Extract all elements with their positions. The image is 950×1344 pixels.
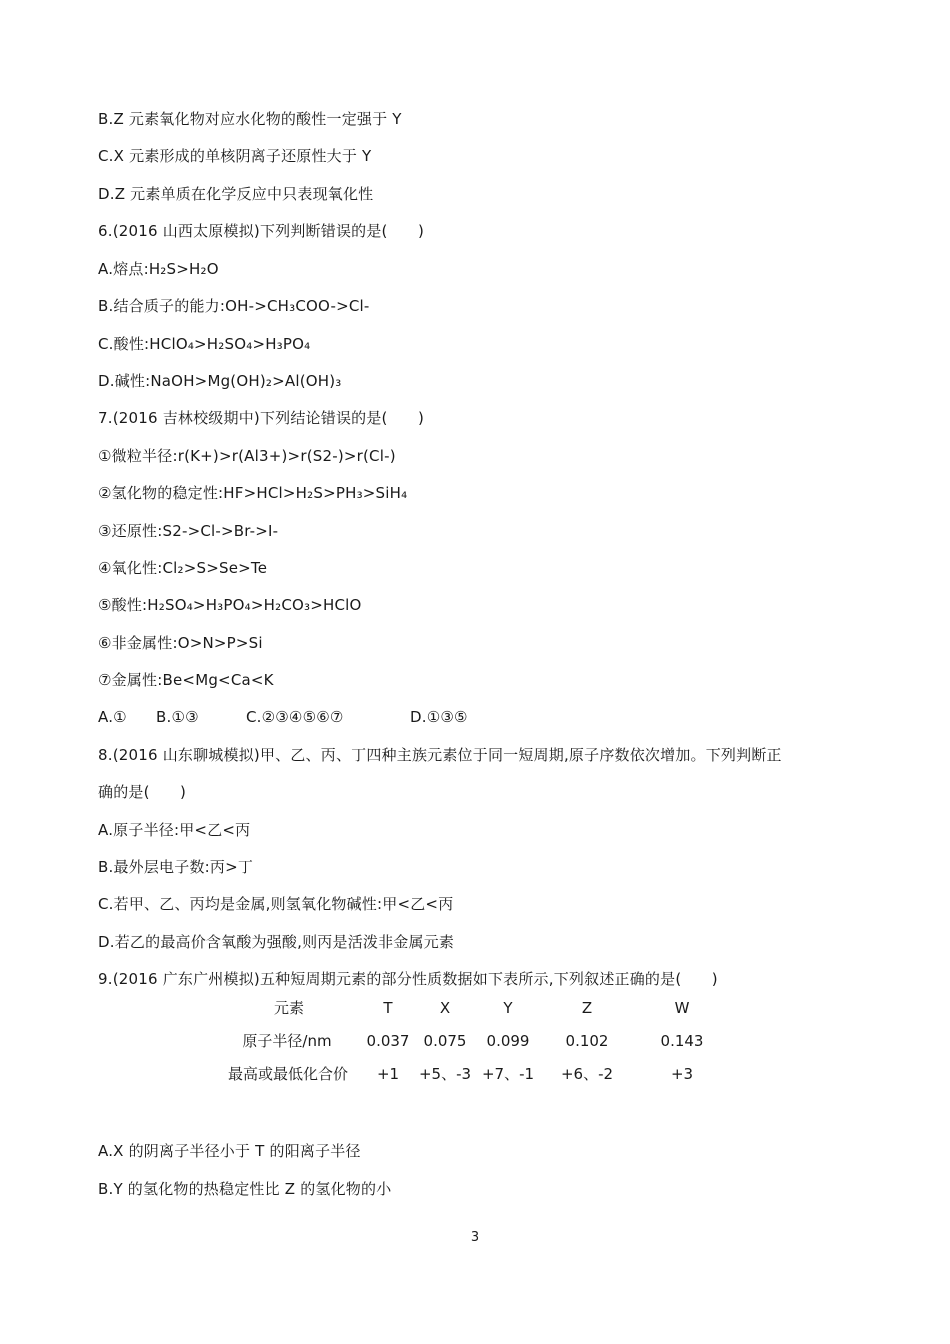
table-cell: 0.099 (486, 1032, 530, 1050)
table-cell: 0.037 (366, 1032, 410, 1050)
table-header-w: W (674, 999, 690, 1017)
q7-statement-1: ①微粒半径:r(K+)>r(Al3+)>r(S2-)>r(Cl-) (98, 447, 396, 465)
table-header-t: T (383, 999, 393, 1017)
q6-option-d: D.碱性:NaOH>Mg(OH)₂>Al(OH)₃ (98, 372, 342, 390)
q7-statement-2: ②氢化物的稳定性:HF>HCl>H₂S>PH₃>SiH₄ (98, 484, 408, 502)
table-header-x: X (439, 999, 451, 1017)
table-cell: 0.102 (565, 1032, 609, 1050)
q7-stem: 7.(2016 吉林校级期中)下列结论错误的是( ) (98, 409, 425, 427)
table-row-label: 最高或最低化合价 (227, 1065, 349, 1083)
q8-option-c: C.若甲、乙、丙均是金属,则氢氧化物碱性:甲<乙<丙 (98, 895, 454, 913)
table-cell: +7、-1 (481, 1065, 535, 1083)
element-data-table (0, 998, 950, 1088)
q7-statement-7: ⑦金属性:Be<Mg<Ca<K (98, 671, 274, 689)
q7-option-c: C.②③④⑤⑥⑦ (246, 708, 344, 726)
table-cell: 0.075 (423, 1032, 467, 1050)
q6-option-c: C.酸性:HClO₄>H₂SO₄>H₃PO₄ (98, 335, 311, 353)
q5-option-d: D.Z 元素单质在化学反应中只表现氧化性 (98, 185, 374, 203)
q8-option-d: D.若乙的最高价含氧酸为强酸,则丙是活泼非金属元素 (98, 933, 455, 951)
table-header-y: Y (503, 999, 513, 1017)
q8-stem-line-1: 8.(2016 山东聊城模拟)甲、乙、丙、丁四种主族元素位于同一短周期,原子序数依次增加。下列判断正 (98, 746, 782, 764)
q9-stem: 9.(2016 广东广州模拟)五种短周期元素的部分性质数据如下表所示,下列叙述正确的是( ) (98, 970, 718, 988)
q6-stem: 6.(2016 山西太原模拟)下列判断错误的是( ) (98, 222, 425, 240)
page-number: 3 (470, 1230, 480, 1245)
table-cell: +3 (670, 1065, 694, 1083)
table-cell: +6、-2 (560, 1065, 614, 1083)
q7-statement-5: ⑤酸性:H₂SO₄>H₃PO₄>H₂CO₃>HClO (98, 596, 362, 614)
q9-option-a: A.X 的阴离子半径小于 T 的阳离子半径 (98, 1142, 361, 1160)
table-row-label: 原子半径/nm (242, 1032, 332, 1050)
q7-option-d: D.①③⑤ (410, 708, 468, 726)
table-cell: +5、-3 (418, 1065, 472, 1083)
q7-option-a: A.① (98, 708, 127, 726)
q8-stem-line-2: 确的是( ) (98, 783, 187, 801)
q7-statement-3: ③还原性:S2->Cl->Br->I- (98, 522, 279, 540)
table-cell: 0.143 (660, 1032, 704, 1050)
q6-option-b: B.结合质子的能力:OH->CH₃COO->Cl- (98, 297, 370, 315)
q7-statement-4: ④氧化性:Cl₂>S>Se>Te (98, 559, 268, 577)
q8-option-a: A.原子半径:甲<乙<丙 (98, 821, 251, 839)
q7-statement-6: ⑥非金属性:O>N>P>Si (98, 634, 263, 652)
q7-options (98, 707, 518, 727)
table-header-z: Z (581, 999, 593, 1017)
q5-option-b: B.Z 元素氧化物对应水化物的酸性一定强于 Y (98, 110, 402, 128)
q5-option-c: C.X 元素形成的单核阴离子还原性大于 Y (98, 147, 372, 165)
table-header-element: 元素 (273, 999, 305, 1017)
q9-option-b: B.Y 的氢化物的热稳定性比 Z 的氢化物的小 (98, 1180, 392, 1198)
q6-option-a: A.熔点:H₂S>H₂O (98, 260, 219, 278)
q8-option-b: B.最外层电子数:丙>丁 (98, 858, 254, 876)
table-cell: +1 (376, 1065, 400, 1083)
q7-option-b: B.①③ (156, 708, 199, 726)
